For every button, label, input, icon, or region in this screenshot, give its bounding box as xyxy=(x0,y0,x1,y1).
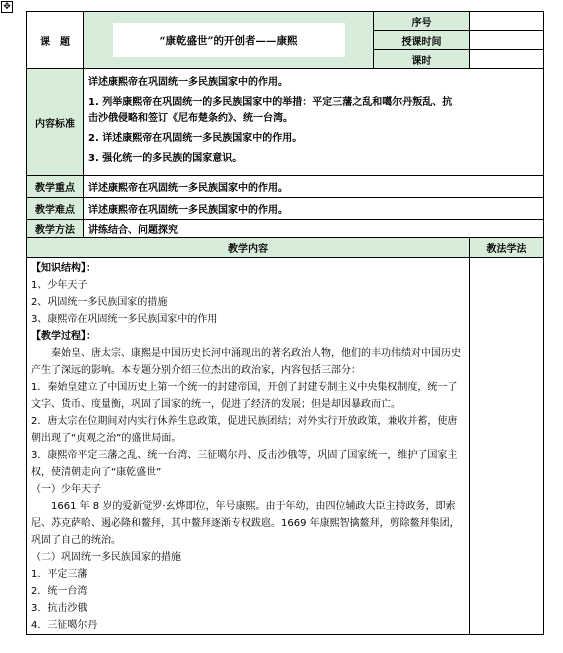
measure-item: 2．统一台湾 xyxy=(31,586,88,597)
standard-line: 2. 详述康熙帝在巩固统一多民族国家中的作用。 xyxy=(88,133,303,144)
method-label: 教学方法 xyxy=(27,220,84,238)
content-paragraph: 1．秦始皇建立了中国历史上第一个统一的封建帝国，开创了封建专制主义中央集权制度，统一了文字、货币、度量衡，巩固了国家的统一，促进了经济的发展；但是却因暴政而亡。 xyxy=(31,382,458,410)
measure-item: 1．平定三藩 xyxy=(31,569,88,580)
hours-label: 课时 xyxy=(374,50,470,69)
standard-label: 内容标准 xyxy=(27,69,84,176)
content-paragraph: 3．康熙帝平定三藩之乱、统一台湾、三征噶尔丹、反击沙俄等，巩固了国家统一，维护了国家主权，使清朝走向了“康乾盛世” xyxy=(31,450,458,478)
course-label: 课 题 xyxy=(27,12,84,69)
serial-value[interactable] xyxy=(470,12,544,31)
course-title-cell xyxy=(84,12,374,69)
difficulty-label: 教学难点 xyxy=(27,198,84,220)
measure-item: 4．三征噶尔丹 xyxy=(31,620,98,631)
knowledge-item: 2、巩固统一多民族国家的措施 xyxy=(31,297,168,308)
side-header: 教法学法 xyxy=(470,238,544,258)
move-handle-icon[interactable]: ✥ xyxy=(1,1,13,13)
method-text: 讲练结合、问题探究 xyxy=(84,220,544,238)
process-heading: 【教学过程】： xyxy=(31,331,96,342)
knowledge-item: 1、少年天子 xyxy=(31,280,88,291)
course-title: “康乾盛世”的开创者——康熙 xyxy=(113,23,345,57)
content-paragraph: 1661 年 8 岁的爱新觉罗·玄烨即位，年号康熙。由于年幼，由四位辅政大臣主持政务，即索尼、苏克萨哈、遏必隆和鳌拜，其中鳌拜逐渐专权跋扈。1669 年康熙智擒鳌拜，剪除鳌拜集团，巩固了自己的统治。 xyxy=(31,501,460,546)
teaching-content xyxy=(27,258,470,635)
hours-value[interactable] xyxy=(470,50,544,69)
content-paragraph: 2．唐太宗在位期间对内实行休养生息政策，促进民族团结；对外实行开放政策，兼收并蓄，使唐朝出现了“贞观之治”的盛世局面。 xyxy=(31,416,458,444)
standard-line: 1. 列举康熙帝在巩固统一的多民族国家中的举措：平定三藩之乱和噶尔丹叛乱、抗 xyxy=(88,97,453,108)
date-label: 授课时间 xyxy=(374,31,470,50)
section-heading: （二）巩固统一多民族国家的措施 xyxy=(31,552,181,563)
standard-line: 详述康熙帝在巩固统一多民族国家中的作用。 xyxy=(88,77,288,88)
standard-line: 击沙俄侵略和签订《尼布楚条约》、统一台湾。 xyxy=(88,113,293,124)
content-header: 教学内容 xyxy=(27,238,470,258)
knowledge-item: 3、康熙帝在巩固统一多民族国家中的作用 xyxy=(31,314,218,325)
intro-paragraph: 秦始皇、唐太宗、康熙是中国历史长河中涌现出的著名政治人物，他们的丰功伟绩对中国历史产生了深远的影响。本专题分别介绍三位杰出的政治家，内容包括三部分： xyxy=(31,348,461,376)
lesson-plan-table xyxy=(26,11,544,635)
measure-item: 3．抗击沙俄 xyxy=(31,603,88,614)
standard-line: 3. 强化统一的多民族的国家意识。 xyxy=(88,153,243,164)
method-notes-cell[interactable] xyxy=(470,258,544,635)
key-point-label: 教学重点 xyxy=(27,176,84,198)
difficulty-text: 详述康熙帝在巩固统一多民族国家中的作用。 xyxy=(84,198,544,220)
section-heading: （一）少年天子 xyxy=(31,484,101,495)
date-value[interactable] xyxy=(470,31,544,50)
standard-content xyxy=(84,69,544,176)
key-point-text: 详述康熙帝在巩固统一多民族国家中的作用。 xyxy=(84,176,544,198)
serial-label: 序号 xyxy=(374,12,470,31)
knowledge-heading: 【知识结构】： xyxy=(31,263,96,274)
